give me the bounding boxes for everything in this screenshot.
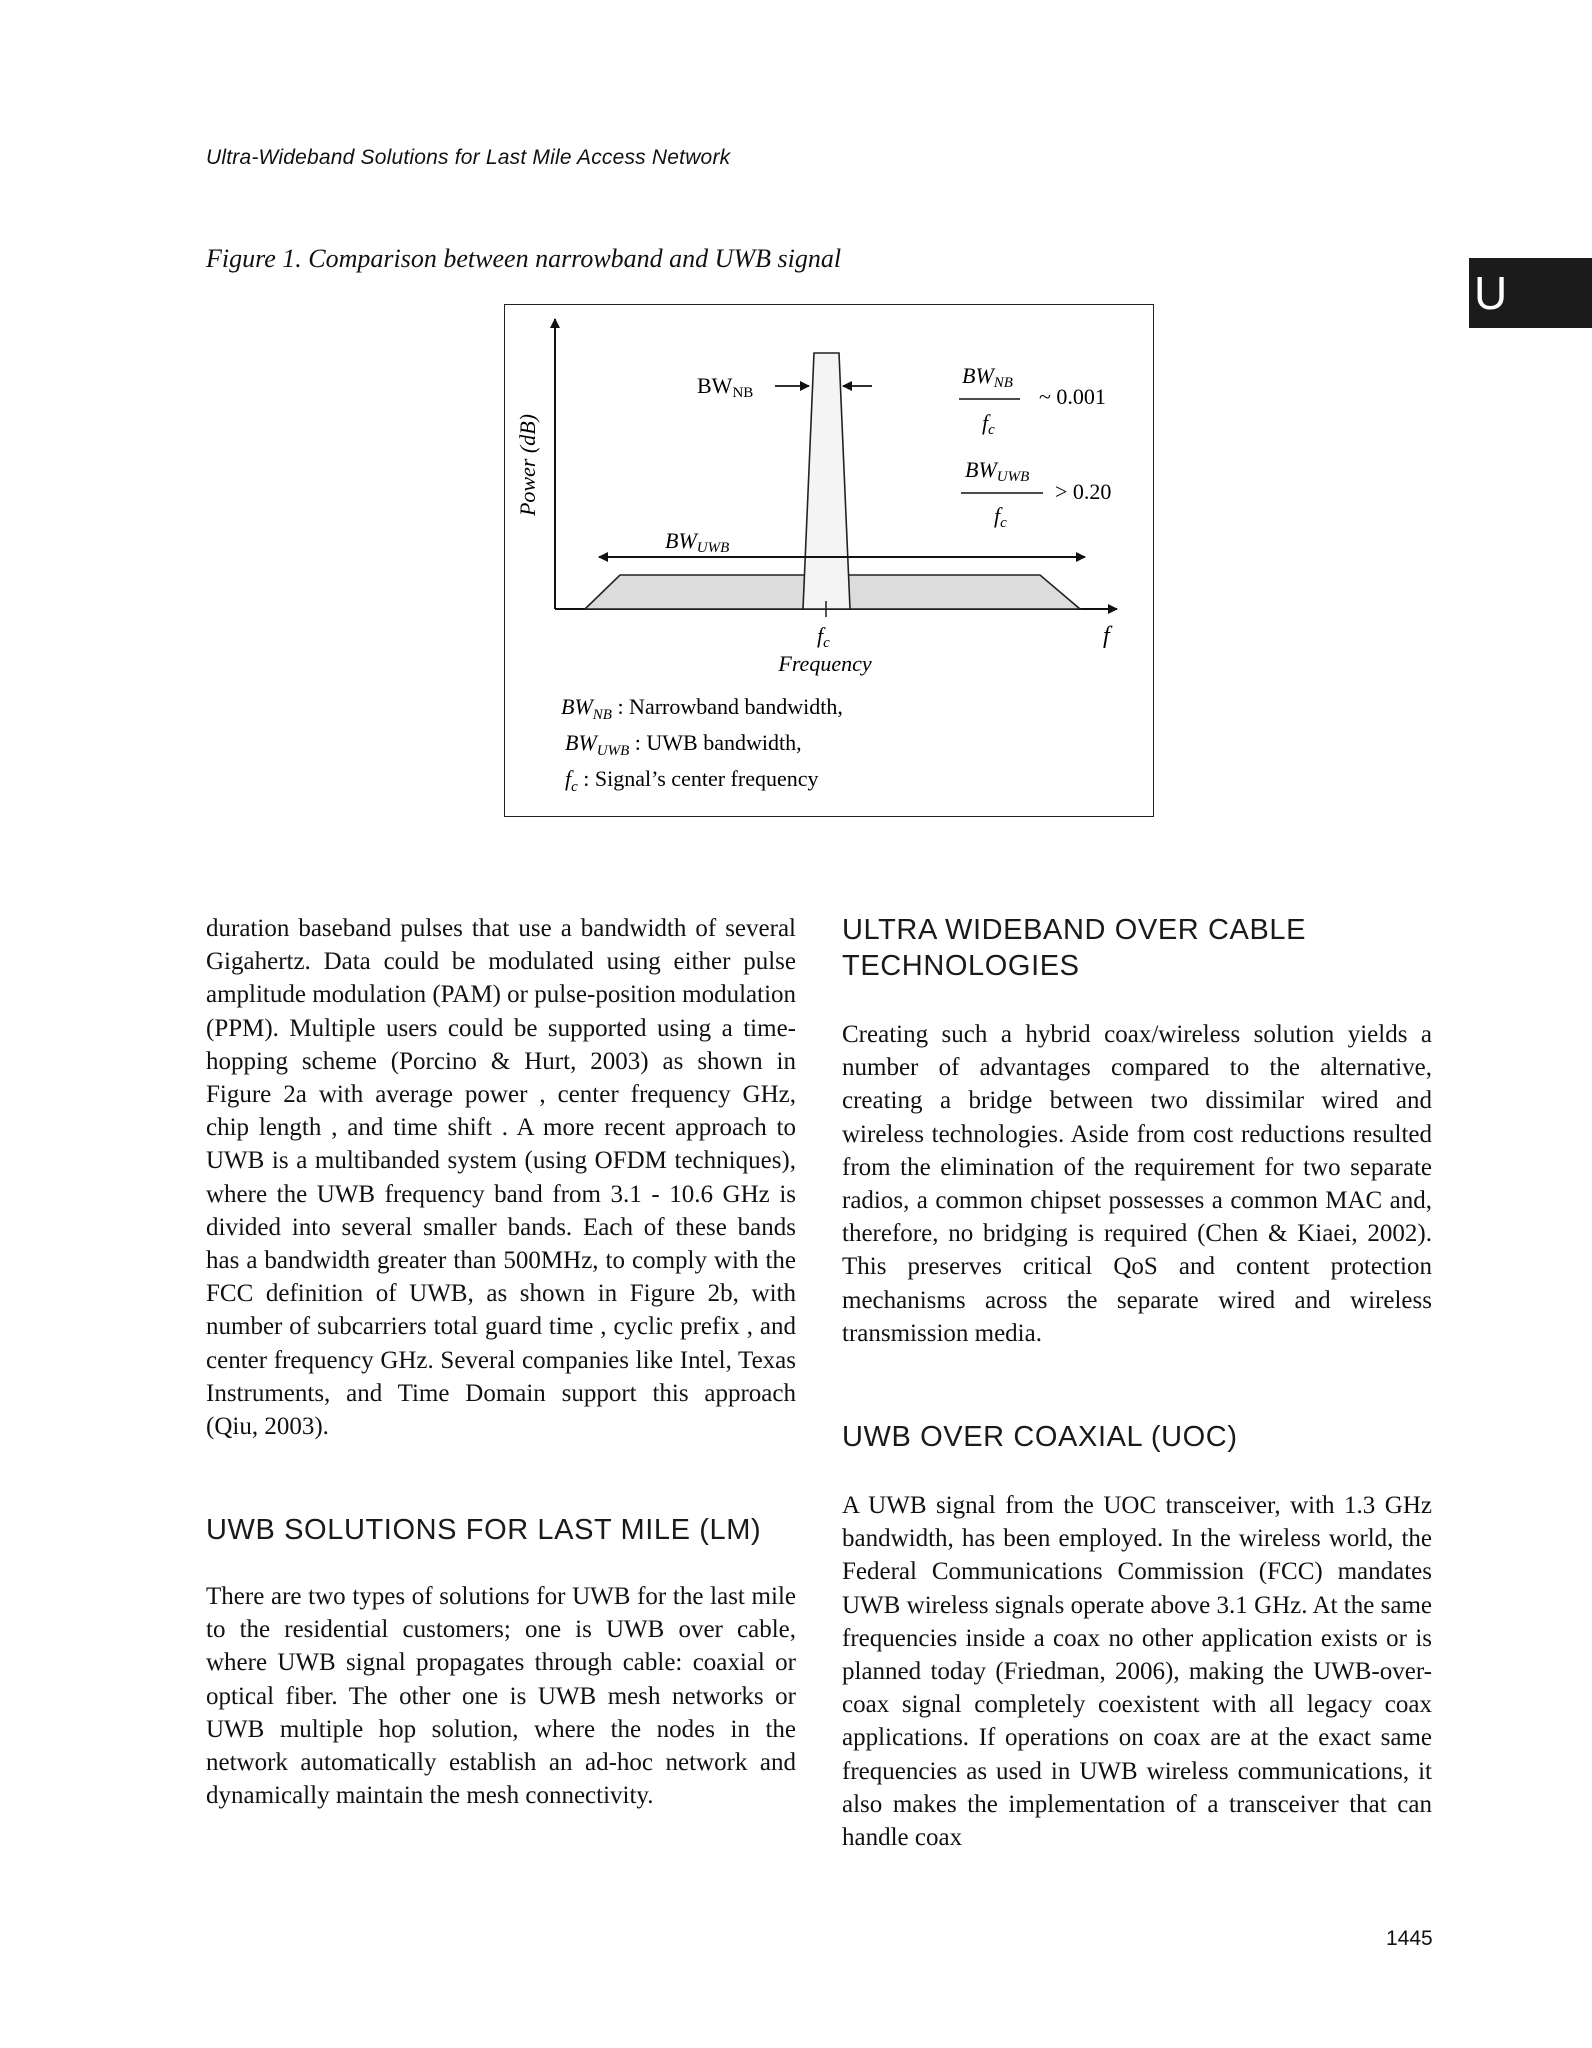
f-axis-label: f xyxy=(1103,623,1110,649)
figure-caption: Figure 1. Comparison between narrowband and UWB signal xyxy=(206,244,842,273)
bw-uwb-label: BWUWB xyxy=(665,528,730,556)
figure-1-diagram xyxy=(504,304,1154,817)
left-column-para-2 xyxy=(206,1580,796,1812)
svg-text:> 0.20: > 0.20 xyxy=(1055,479,1112,504)
y-axis-label: Power (dB) xyxy=(515,413,540,517)
legend-fc: $f_c$ : Signal’s center frequency xyxy=(565,766,819,795)
page-number: 1445 xyxy=(1386,1927,1433,1950)
bw-nb-label: BWNB xyxy=(697,373,754,401)
svg-text:~ 0.001: ~ 0.001 xyxy=(1039,384,1106,409)
right-column-para-1 xyxy=(842,1018,1432,1350)
section-heading-last-mile: UWB SOLUTIONS FOR LAST MILE (LM) xyxy=(206,1514,762,1546)
right-column-para-2 xyxy=(842,1489,1432,1854)
body-paragraph: A UWB signal from the UOC transceiver, with 1.3 GHz bandwidth, has been employed. In the wireless world, the Federal Communications Commission (FCC) mandates UWB wireless signals operate above 3.1 GHz. At the same frequencies inside a coax no other application exists or is planned today (Friedman, 2006), making the UWB-over-coax signal completely coexistent with all legacy coax applications. If operations on coax are at the exact same frequencies as used in UWB wireless communications, it also makes the implementation of a transceiver that can handle coax xyxy=(842,1492,1432,1852)
fc-label: fc xyxy=(817,623,830,651)
spectrum-diagram xyxy=(505,305,1155,818)
svg-text:BWNB: BWNB xyxy=(962,363,1013,391)
section-thumb-tab: U xyxy=(1469,258,1592,328)
svg-text:fc: fc xyxy=(994,503,1007,531)
legend-bw-uwb: $BW_{UWB}$ : UWB bandwidth, xyxy=(565,730,802,759)
body-paragraph: duration baseband pulses that use a bandwidth of several Gigahertz. Data could be modulated using either pulse amplitude modulation (PAM) or pulse-position modulation (PPM). Multiple users could be supported using a time-hopping scheme (Porcino & Hurt, 2003) as shown in Figure 2a with average power , center frequency GHz, chip length , and time shift . A more recent approach to UWB is a multibanded system (using OFDM techniques), where the UWB frequency band from 3.1 - 10.6 GHz is divided into several smaller bands. Each of these bands has a bandwidth greater than 500MHz, to comply with the FCC definition of UWB, as shown in Figure 2b, with number of subcarriers total guard time , cyclic prefix , and center frequency GHz. Several companies like Intel, Texas Instruments, and Time Domain support this approach (Qiu, 2003). xyxy=(206,915,797,1441)
body-paragraph: Creating such a hybrid coax/wireless solution yields a number of advantages compared to the alternative, creating a bridge between two dissimilar wired and wireless technologies. Aside from cost reductions resulted from the elimination of the requirement for two separate radios, a common chipset possesses a common MAC and, therefore, no bridging is required (Chen & Kiaei, 2002). This preserves critical QoS and content protection mechanisms across the separate wired and wireless transmission media. xyxy=(842,1021,1432,1347)
narrowband-spectrum xyxy=(803,353,850,609)
ratio-uwb xyxy=(961,457,1111,531)
body-paragraph: There are two types of solutions for UWB for the last mile to the residential customers; one is UWB over cable, where UWB signal propagates through cable: coaxial or optical fiber. The other one is UWB mesh networks or UWB multiple hop solution, where the nodes in the network automatically establish an ad-hoc network and dynamically maintain the mesh connectivity. xyxy=(206,1583,796,1810)
section-heading-uwb-over-cable xyxy=(842,912,1442,984)
running-head: Ultra-Wideband Solutions for Last Mile Access Network xyxy=(206,146,731,169)
x-axis-label: Frequency xyxy=(778,651,872,676)
ratio-narrowband xyxy=(959,363,1106,438)
section-heading-uoc: UWB OVER COAXIAL (UOC) xyxy=(842,1421,1238,1453)
svg-text:BWUWB: BWUWB xyxy=(965,457,1030,485)
legend-bw-nb: $BW_{NB}$ : Narrowband bandwidth, xyxy=(561,694,843,723)
svg-text:fc: fc xyxy=(982,410,995,438)
heading-line-2: TECHNOLOGIES xyxy=(842,950,1080,982)
left-column-para-1 xyxy=(206,912,796,1443)
heading-line-1: ULTRA WIDEBAND OVER CABLE xyxy=(842,914,1307,946)
